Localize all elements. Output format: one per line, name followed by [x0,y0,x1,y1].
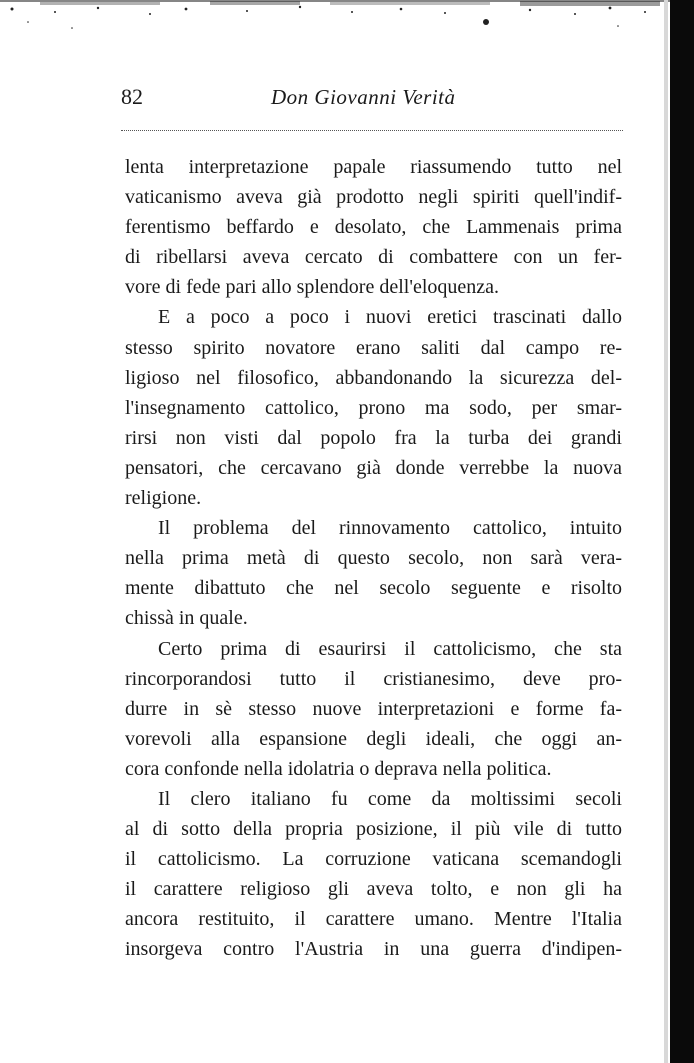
page-header [121,82,623,116]
text-line: chissà in quale. [125,607,248,630]
text-line: durre in sè stesso nuove interpretazioni e forme fa- [125,697,622,720]
text-line: Il clero italiano fu come da moltissimi secoli [158,787,622,810]
body-text [125,152,622,965]
text-line: vore di fede pari allo splendore dell'eloquenza. [125,276,500,299]
text-line: l'insegnamento cattolico, prono ma sodo, per smar- [125,396,622,419]
text-line: religione. [125,487,202,510]
text-line: il carattere religioso gli aveva tolto, e non gli ha [125,878,622,901]
scan-edge-shadow [664,0,668,1063]
scan-noise-top [0,0,694,40]
text-line: Il problema del rinnovamento cattolico, intuito [158,517,622,540]
text-line: al di sotto della propria posizione, il più vile di tutto [125,818,622,841]
text-line: ancora restituito, il carattere umano. Mentre l'Italia [125,908,622,931]
text-line: insorgeva contro l'Austria in una guerra d'indipen- [125,938,622,961]
text-line: E a poco a poco i nuovi eretici trascinati dallo [158,306,622,329]
text-line: lenta interpretazione papale riassumendo tutto nel [125,156,622,178]
text-line: rirsi non visti dal popolo fra la turba dei grandi [125,426,622,449]
page-number: 82 [121,84,143,109]
text-line: vaticanismo aveva già prodotto negli spiriti quell'indif- [125,186,622,209]
text-line: rincorporandosi tutto il cristianesimo, deve pro- [125,667,622,690]
text-line: di ribellarsi aveva cercato di combattere con un fer- [125,246,622,269]
scan-edge-border [670,0,694,1063]
text-line: stesso spirito novatore erano saliti dal campo re- [125,336,622,359]
running-title: Don Giovanni Verità [271,85,456,109]
text-line: il cattolicismo. La corruzione vaticana scemandogli [125,848,622,871]
text-line: ferentismo beffardo e desolato, che Lammenais prima [125,216,622,239]
text-line: vorevoli alla espansione degli ideali, che oggi an- [125,727,622,750]
text-line: Certo prima di esaurirsi il cattolicismo, che sta [158,637,622,660]
text-line: ligioso nel filosofico, abbandonando la sicurezza del- [125,366,622,389]
header-divider [121,130,623,131]
text-line: nella prima metà di questo secolo, non sarà vera- [125,547,622,570]
text-line: cora confonde nella idolatria o deprava nella politica. [125,757,552,780]
text-line: mente dibattuto che nel secolo seguente e risolto [125,577,622,600]
text-line: pensatori, che cercavano già donde verrebbe la nuova [125,456,622,479]
